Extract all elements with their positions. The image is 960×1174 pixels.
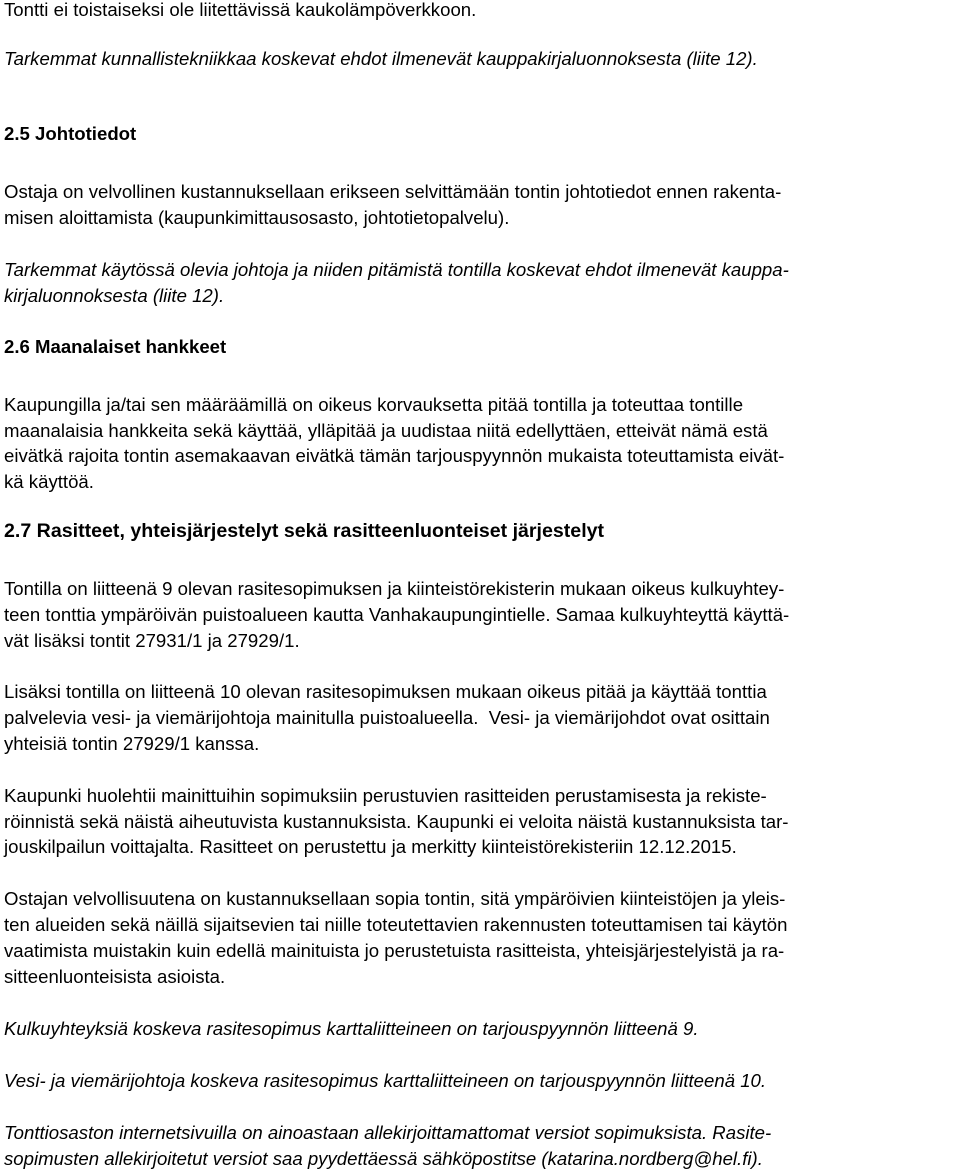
paragraph-kunnallistekniikka: Tarkemmat kunnallistekniikkaa koskevat ehdot ilmenevät kauppakirjaluonnoksesta (liite 12). (4, 48, 758, 69)
paragraph-2-7-b-line: yhteisiä tontin 27929/1 kanssa. (4, 733, 260, 754)
paragraph-2-7-g-line: Tonttiosaston internetsivuilla on ainoastaan allekirjoittamattomat versiot sopimuksista. Rasite- (4, 1122, 772, 1143)
paragraph-2-7-f: Vesi- ja viemärijohtoja koskeva rasitesopimus karttaliitteineen on tarjouspyynnön liitteenä 10. (4, 1070, 767, 1091)
paragraph-2-6-line: Kaupungilla ja/tai sen määräämillä on oikeus korvauksetta pitää tontilla ja toteuttaa tontille (4, 394, 744, 415)
paragraph-2-5-b-line: kirjaluonnoksesta (liite 12). (4, 285, 225, 306)
paragraph-2-5-a-line: misen aloittamista (kaupunkimittausosasto, johtotietopalvelu). (4, 207, 510, 228)
paragraph-2-7-c-line: jouskilpailun voittajalta. Rasitteet on perustettu ja merkitty kiinteistörekisteriin 12.12.2015. (4, 836, 737, 857)
paragraph-2-7-a-line: vät lisäksi tontit 27931/1 ja 27929/1. (4, 630, 300, 651)
heading-2-5-johtotiedot: 2.5 Johtotiedot (4, 123, 137, 144)
paragraph-2-7-b-line: Lisäksi tontilla on liitteenä 10 olevan rasitesopimuksen mukaan oikeus pitää ja käyttää tonttia (4, 681, 767, 702)
paragraph-intro: Tontti ei toistaiseksi ole liitettävissä kaukolämpöverkkoon. (4, 0, 477, 20)
paragraph-2-7-d-line: Ostajan velvollisuutena on kustannuksellaan sopia tontin, sitä ympäröivien kiinteistöjen ja yleis- (4, 888, 786, 909)
paragraph-2-7-c-line: Kaupunki huolehtii mainittuihin sopimuksiin perustuvien rasitteiden perustamisesta ja rekiste- (4, 785, 767, 806)
paragraph-2-6-line: eivätkä rajoita tontin asemakaavan eivätkä tämän tarjouspyynnön mukaista toteuttamista eivät- (4, 445, 785, 466)
paragraph-2-7-c-line: röinnistä sekä näistä aiheutuvista kustannuksista. Kaupunki ei veloita näistä kustannuksista tar- (4, 811, 789, 832)
paragraph-2-7-d-line: vaatimista muistakin kuin edellä mainituista jo perustetuista rasitteista, yhteisjärjestelyistä ja ra- (4, 940, 785, 961)
paragraph-2-6-line: kä käyttöä. (4, 471, 94, 492)
paragraph-2-5-b-line: Tarkemmat käytössä olevia johtoja ja niiden pitämistä tontilla koskevat ehdot ilmenevät kauppa- (4, 259, 789, 280)
paragraph-2-7-a-line: teen tonttia ympäröivän puistoalueen kautta Vanhakaupungintielle. Samaa kulkuyhteyttä käyttä- (4, 604, 790, 625)
paragraph-2-7-g-line: sopimusten allekirjoitetut versiot saa pyydettäessä sähköpostitse (katarina.nordberg@hel.fi). (4, 1148, 763, 1169)
paragraph-2-7-e: Kulkuyhteyksiä koskeva rasitesopimus karttaliitteineen on tarjouspyynnön liitteenä 9. (4, 1018, 699, 1039)
paragraph-2-6-line: maanalaisia hankkeita sekä käyttää, ylläpitää ja uudistaa niitä edellyttäen, etteivät nämä estä (4, 420, 768, 441)
paragraph-2-5-a-line: Ostaja on velvollinen kustannuksellaan erikseen selvittämään tontin johtotiedot ennen rakenta- (4, 181, 782, 202)
paragraph-2-7-b-line: palvelevia vesi- ja viemärijohtoja mainitulla puistoalueella. Vesi- ja viemärijohdot ovat osittain (4, 707, 770, 728)
paragraph-2-7-d-line: ten alueiden sekä näillä sijaitsevien tai niille toteutettavien rakennusten toteuttamisen tai käytön (4, 914, 788, 935)
paragraph-2-7-a-line: Tontilla on liitteenä 9 olevan rasitesopimuksen ja kiinteistörekisterin mukaan oikeus kulkuyhtey- (4, 578, 785, 599)
heading-2-6-maanalaiset-hankkeet: 2.6 Maanalaiset hankkeet (4, 336, 227, 357)
heading-2-7-rasitteet: 2.7 Rasitteet, yhteisjärjestelyt sekä rasitteenluonteiset järjestelyt (4, 520, 605, 542)
paragraph-2-7-d-line: sitteenluonteisista asioista. (4, 966, 226, 987)
